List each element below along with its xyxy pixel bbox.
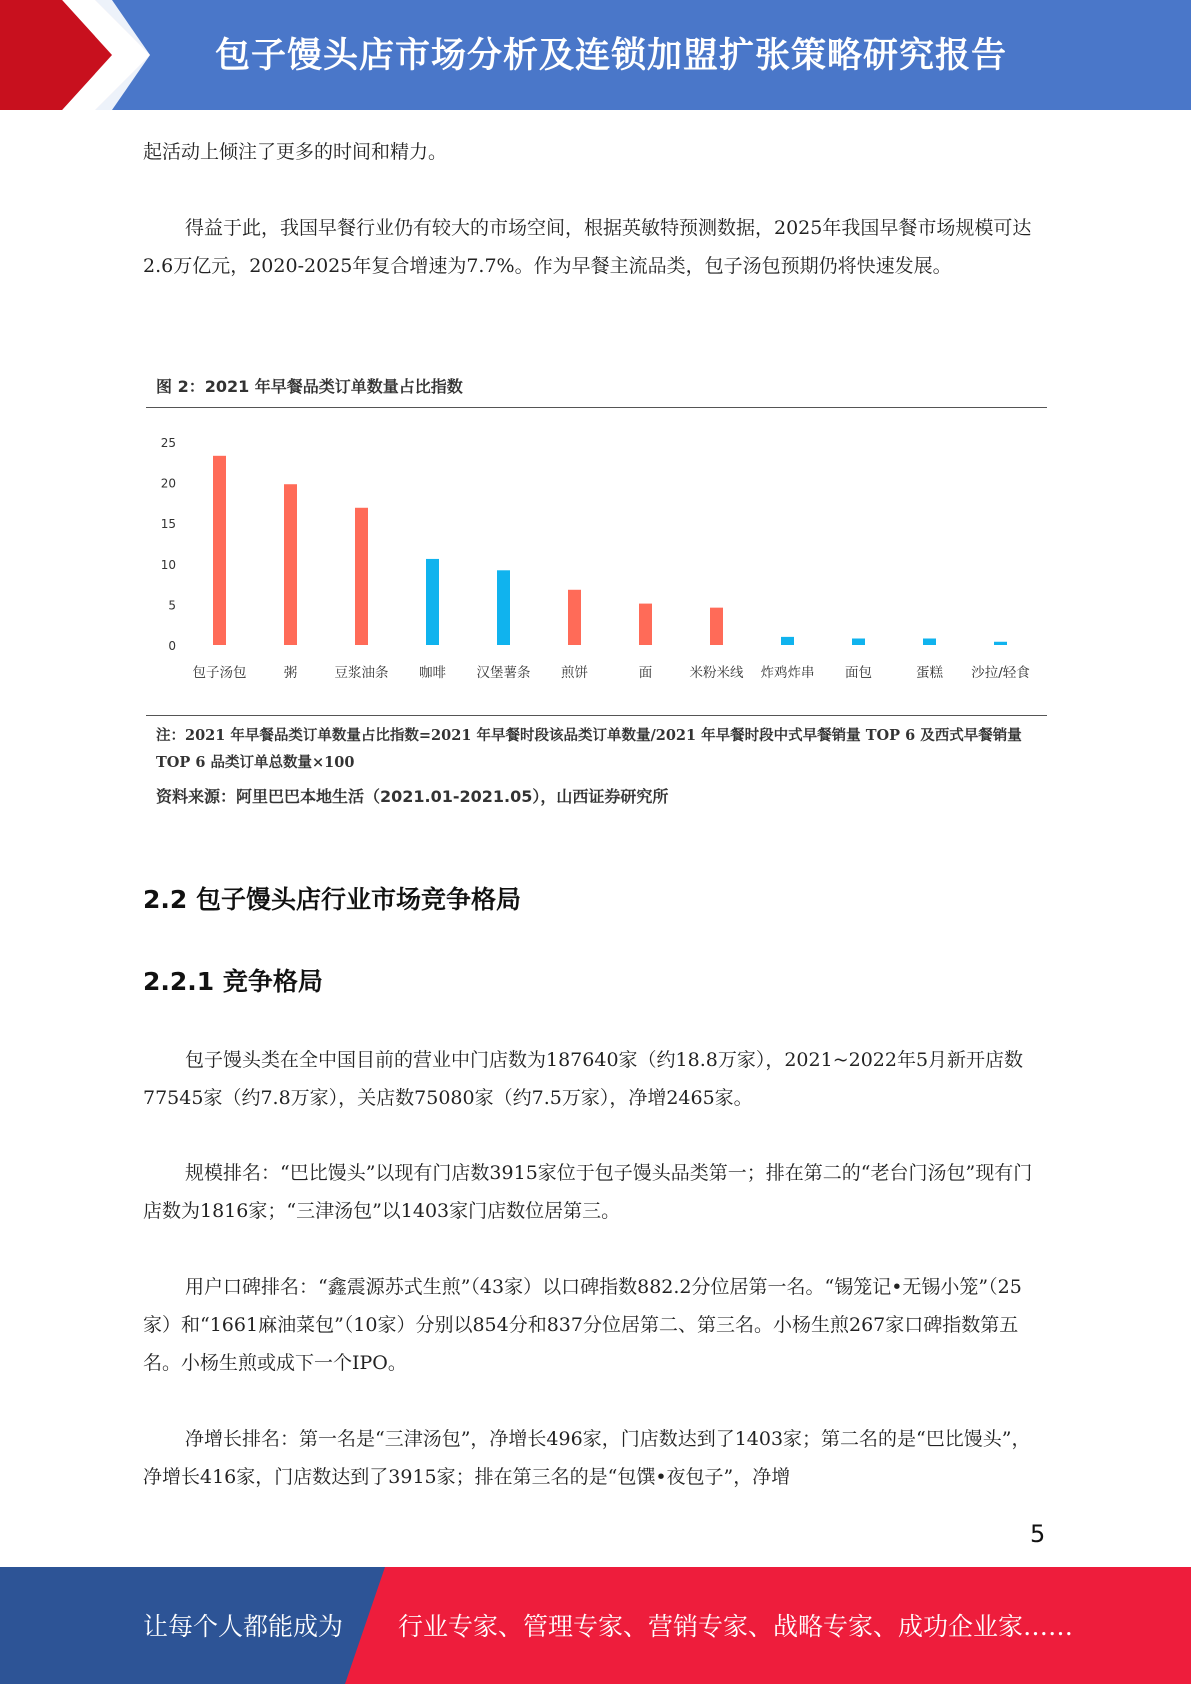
x-tick-label: 包子汤包 xyxy=(192,665,247,681)
bar-3 xyxy=(355,508,368,645)
x-tick-label: 煎饼 xyxy=(561,665,588,681)
page-number: 5 xyxy=(1030,1520,1046,1548)
footer-slogan-left: 让每个人都能成为 xyxy=(143,1612,344,1641)
figure-title: 图 2：2021 年早餐品类订单数量占比指数 xyxy=(156,377,463,396)
bar-12 xyxy=(994,642,1007,645)
bar-6 xyxy=(568,590,581,645)
bar-1 xyxy=(213,456,226,645)
paragraph-intro-tail: 起活动上倾注了更多的时间和精力。 xyxy=(143,141,448,163)
paragraph-scale-ranking: 规模排名：“巴比馒头”以现有门店数3915家位于包子馒头品类第一；排在第二的“老台门汤包”现有门店数为1816家；“三津汤包”以1403家门店数位居第三。 xyxy=(143,1162,1033,1222)
x-tick-label: 豆浆油条 xyxy=(334,665,389,681)
paragraph-market: 得益于此，我国早餐行业仍有较大的市场空间，根据英敏特预测数据，2025年我国早餐市场规模可达2.6万亿元，2020-2025年复合增速为7.7%。作为早餐主流品类，包子汤包预期仍将快速发展。 xyxy=(143,217,1032,277)
y-tick-label: 10 xyxy=(160,557,176,572)
section-heading-2-2: 2.2 包子馒头店行业市场竞争格局 xyxy=(143,885,521,914)
footer-slogan-right: 行业专家、管理专家、营销专家、战略专家、成功企业家…… xyxy=(398,1612,1074,1641)
section-heading-2-2-1: 2.2.1 竞争格局 xyxy=(143,967,323,996)
bar-chart xyxy=(146,420,1046,690)
page-header xyxy=(0,0,1191,110)
x-tick-label: 沙拉/轻食 xyxy=(971,665,1030,681)
figure-top-rule xyxy=(146,407,1047,408)
bar-7 xyxy=(639,604,652,645)
y-tick-label: 15 xyxy=(160,517,176,532)
y-tick-label: 20 xyxy=(160,476,176,491)
page-footer xyxy=(0,1567,1191,1684)
bar-9 xyxy=(781,637,794,645)
x-tick-label: 米粉米线 xyxy=(689,665,744,681)
figure-source: 资料来源：阿里巴巴本地生活（2021.01-2021.05），山西证券研究所 xyxy=(156,787,669,806)
x-tick-label: 面包 xyxy=(845,665,872,681)
figure-bottom-rule xyxy=(146,715,1047,716)
paragraph-reputation-ranking: 用户口碑排名：“鑫震源苏式生煎”（43家）以口碑指数882.2分位居第一名。“锡笼记•无锡小笼”（25家）和“1661麻油菜包”（10家）分别以854分和837分位居第二、第三名。小杨生煎267家口碑指数第五名。小杨生煎或成下一个IPO。 xyxy=(143,1276,1022,1374)
bar-8 xyxy=(710,608,723,645)
x-tick-label: 粥 xyxy=(283,665,298,681)
bar-2 xyxy=(284,484,297,645)
bar-10 xyxy=(852,639,865,645)
report-title: 包子馒头店市场分析及连锁加盟扩张策略研究报告 xyxy=(215,36,1008,76)
x-tick-label: 蛋糕 xyxy=(916,665,943,681)
bar-4 xyxy=(426,559,439,645)
y-tick-label: 25 xyxy=(160,436,176,450)
paragraph-growth-ranking: 净增长排名：第一名是“三津汤包”，净增长496家，门店数达到了1403家；第二名的是“巴比馒头”，净增长416家，门店数达到了3915家；排在第三名的是“包馔•夜包子”，净增 xyxy=(143,1428,1031,1488)
bar-11 xyxy=(923,639,936,645)
x-tick-label: 汉堡薯条 xyxy=(476,665,531,681)
y-tick-label: 0 xyxy=(168,639,176,653)
y-tick-label: 5 xyxy=(168,598,176,613)
x-tick-label: 炸鸡炸串 xyxy=(760,665,815,681)
paragraph-store-count: 包子馒头类在全中国目前的营业中门店数为187640家（约18.8万家），2021~2022年5月新开店数77545家（约7.8万家），关店数75080家（约7.5万家），净增2465家。 xyxy=(143,1049,1024,1109)
x-tick-label: 面 xyxy=(638,665,653,681)
x-tick-label: 咖啡 xyxy=(419,665,446,681)
bar-5 xyxy=(497,570,510,645)
figure-note: 注：2021 年早餐品类订单数量占比指数=2021 年早餐时段该品类订单数量/2021 年早餐时段中式早餐销量 TOP 6 及西式早餐销量 TOP 6 品类订单总数量×100 xyxy=(156,727,1022,771)
